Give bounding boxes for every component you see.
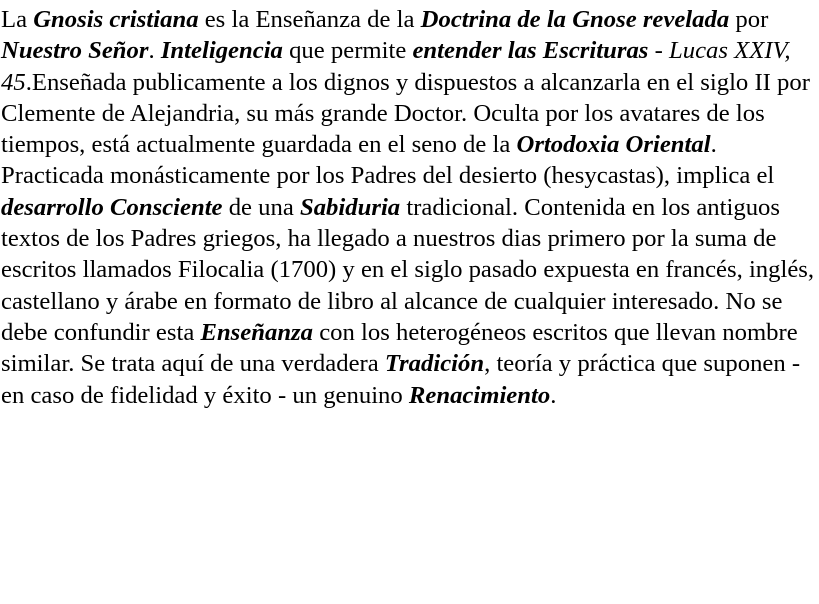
emphasis-ortodoxia-oriental: Ortodoxia Oriental	[516, 131, 711, 159]
text-plain: por	[729, 6, 769, 33]
emphasis-nuestro-senor: Nuestro Señor	[1, 37, 149, 65]
emphasis-tradicion: Tradición	[384, 350, 485, 378]
text-plain: . Practicada monásticamente por los Padres del desierto (hesycastas), implica el	[1, 131, 775, 190]
emphasis-gnosis-cristiana: Gnosis cristiana	[33, 6, 199, 33]
text-plain: es la Enseñanza de la	[198, 6, 421, 33]
text-plain: , teoría y práctica que suponen - en caso de fidelidad y éxito - un genuino	[1, 350, 801, 409]
text-plain: La	[1, 6, 34, 33]
emphasis-doctrina-gnose: Doctrina de la Gnose revelada	[420, 6, 730, 33]
text-plain: .Enseñada publicamente a los dignos y dispuestos a alcanzarla en el siglo II por Clemente de Alejandria, su más grande Doctor. Oculta por los avatares de los tiempos, está actualmente guardada en el seno de la	[1, 68, 810, 159]
text-plain: con los heterogéneos escritos que llevan nombre similar. Se trata aquí de una verdadera	[1, 318, 798, 378]
text-plain: -	[648, 37, 669, 65]
citation-lucas: Lucas XXIV, 45	[1, 37, 791, 96]
text-plain: .	[148, 37, 161, 65]
emphasis-ensenanza: Enseñanza	[200, 318, 314, 346]
emphasis-sabiduria: Sabiduria	[299, 193, 401, 221]
text-plain: de una	[222, 193, 300, 221]
emphasis-inteligencia: Inteligencia	[160, 37, 283, 65]
text-plain: tradicional. Contenida en los antiguos textos de los Padres griegos, ha llegado a nuestros dias primero por la suma de escritos llamados Filocalia (1700) y en el siglo pasado expuesta en francés, inglés, castellano y árabe en formato de libro al alcance de cualquier interesado. No se debe confundir esta	[1, 193, 815, 346]
text-plain: .	[550, 381, 557, 409]
emphasis-desarrollo-consciente: desarrollo Consciente	[1, 193, 223, 221]
emphasis-renacimiento: Renacimiento	[408, 381, 551, 409]
text-plain: que permite	[282, 37, 413, 65]
emphasis-entender-escrituras: entender las Escrituras	[412, 37, 649, 65]
